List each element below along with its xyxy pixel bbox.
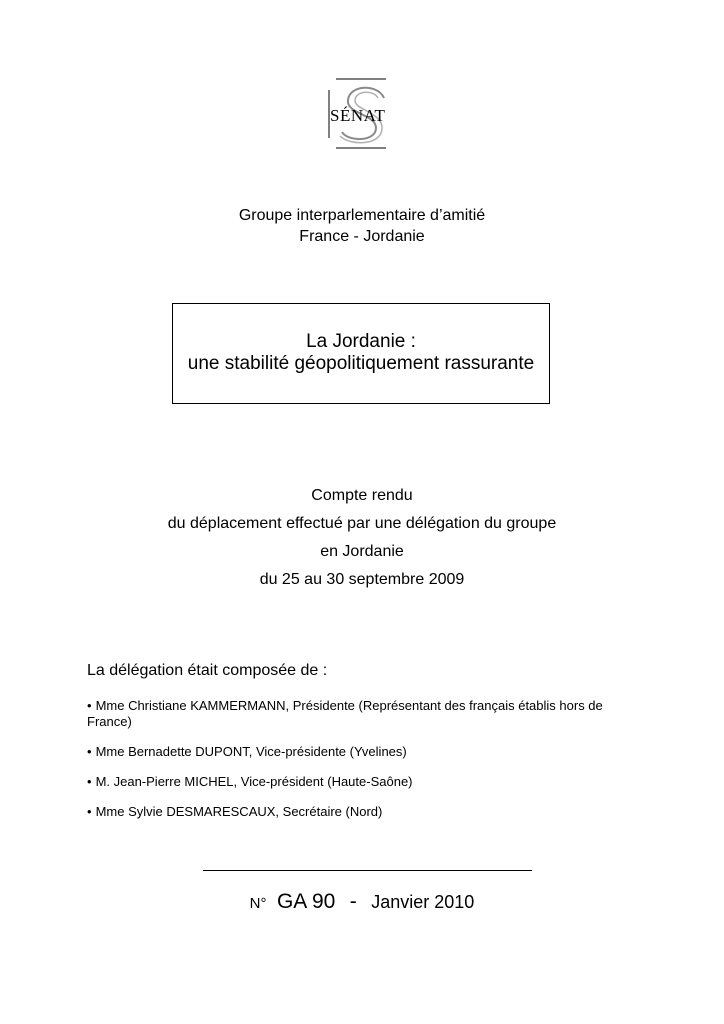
group-title-line2: France - Jordanie xyxy=(299,228,425,245)
list-item xyxy=(87,698,647,730)
group-title-line1: Groupe interparlementaire d’amitié xyxy=(238,207,486,224)
divider xyxy=(203,870,532,871)
report-title-line2: une stabilité géopolitiquement rassurante xyxy=(187,353,535,374)
document-code: GA 90 xyxy=(276,890,336,913)
report-line4: du 25 au 30 septembre 2009 xyxy=(259,571,465,588)
bullet-icon: • xyxy=(87,744,92,759)
group-title xyxy=(0,205,724,247)
document-number xyxy=(0,890,724,914)
list-item xyxy=(87,774,647,790)
member-text: M. Jean-Pierre MICHEL, Vice-président (Haute-Saône) xyxy=(95,774,413,789)
report-line3: en Jordanie xyxy=(320,543,404,560)
report-title-box xyxy=(172,303,550,404)
report-description xyxy=(0,482,724,594)
bullet-icon: • xyxy=(87,804,92,819)
member-text: Mme Christiane KAMMERMANN, Présidente (Représentant des français établis hors de France) xyxy=(87,698,603,729)
logo-wordmark: SÉNAT xyxy=(330,106,386,125)
list-item xyxy=(87,744,647,760)
report-title-line1: La Jordanie : xyxy=(306,331,416,352)
number-label: N° xyxy=(249,895,267,912)
list-item xyxy=(87,804,647,820)
report-line2: du déplacement effectué par une délégation du groupe xyxy=(167,515,557,532)
delegation-members-list xyxy=(87,698,647,834)
member-text: Mme Bernadette DUPONT, Vice-présidente (Yvelines) xyxy=(95,744,407,759)
delegation-heading: La délégation était composée de : xyxy=(87,662,328,679)
senat-logo xyxy=(326,76,396,152)
document-date: Janvier 2010 xyxy=(371,892,475,912)
separator: - xyxy=(349,890,357,913)
report-line1: Compte rendu xyxy=(311,487,413,504)
bullet-icon: • xyxy=(87,774,92,789)
bullet-icon: • xyxy=(87,698,92,713)
member-text: Mme Sylvie DESMARESCAUX, Secrétaire (Nord) xyxy=(95,804,383,819)
